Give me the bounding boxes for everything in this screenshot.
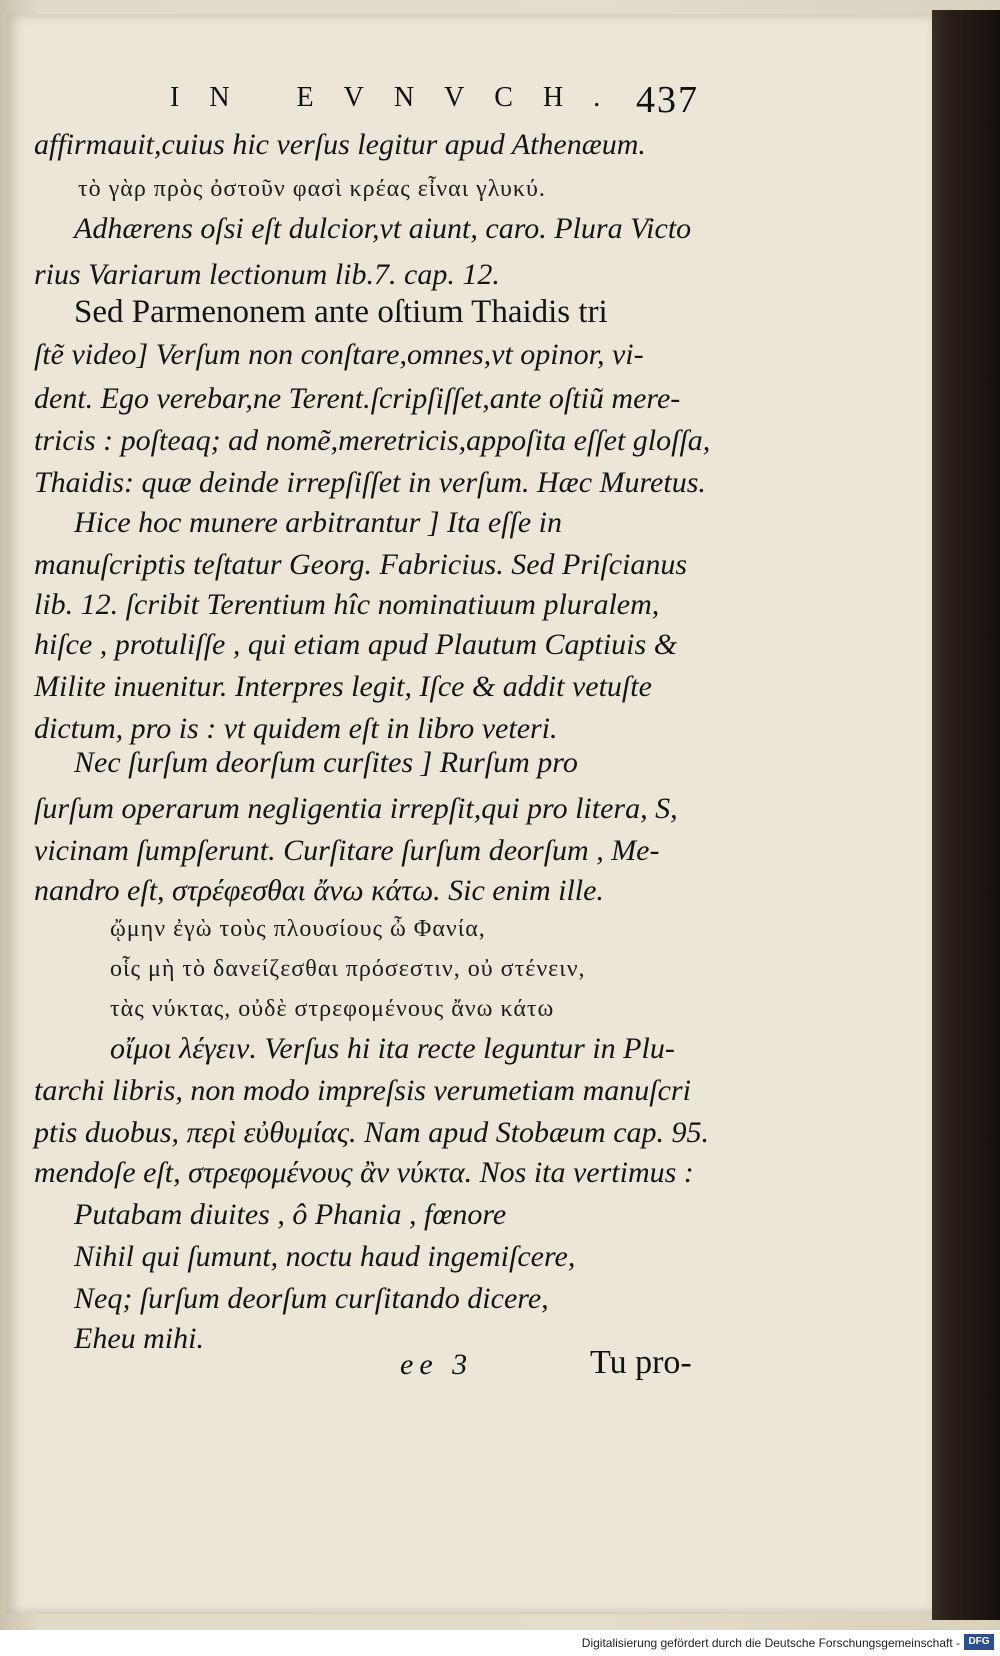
text-line: Adhærens oſsi eſt dulcior,vt aiunt, caro. Plura Victo <box>74 212 692 245</box>
running-head: IN EVNVCH. <box>170 82 631 113</box>
text-line: vicinam ſumpſerunt. Curſitare ſurſum deorſum , Me- <box>34 834 660 867</box>
page-edge-shadow <box>932 10 1000 1620</box>
translation-line: Putabam diuites , ô Phania , fœnore <box>74 1198 507 1231</box>
text-line: tricis : poſteaq; ad nomẽ,meretricis,appoſita eſſet gloſſa, <box>34 424 711 457</box>
text-line: rius Variarum lectionum lib.7. cap. 12. <box>34 258 500 291</box>
page-number: 437 <box>636 79 699 121</box>
text-line: ptis duobus, περὶ εὐθυμίας. Nam apud Stobæum cap. 95. <box>34 1116 710 1149</box>
catchword: Tu pro- <box>590 1344 692 1381</box>
text-line: ſtẽ video] Verſum non conſtare,omnes,vt opinor, vi- <box>34 338 644 371</box>
text-line: οἴμοι λέγειν. Verſus hi ita recte leguntur in Plu- <box>110 1032 675 1065</box>
text-line: affirmauit,cuius hic verſus legitur apud Athenæum. <box>34 128 646 161</box>
text-line: Thaidis: quæ deinde irrepſiſſet in verſum. Hæc Muretus. <box>34 466 706 499</box>
text-line: lib. 12. ſcribit Terentium hîc nominatiuum pluralem, <box>34 588 660 621</box>
text-line: mendoſe eſt, στρεφομένους ἂν νύκτα. Nos ita vertimus : <box>34 1156 694 1189</box>
lemma-line: Hice hoc munere arbitrantur ] Ita eſſe in <box>74 506 562 539</box>
digitization-credit-bar <box>0 1630 1000 1656</box>
translation-line: Neq; ſurſum deorſum curſitando dicere, <box>74 1282 549 1315</box>
signature-mark: ee 3 <box>400 1348 474 1381</box>
text-line: dent. Ego verebar,ne Terent.ſcripſiſſet,ante oſtiũ mere- <box>34 382 681 415</box>
text-line: nandro eſt, στρέφεσθαι ἄνω κάτω. Sic enim ille. <box>34 874 604 907</box>
lemma-line: Sed Parmenonem ante oſtium Thaidis tri <box>74 294 608 330</box>
text-line: hiſce , protuliſſe , qui etiam apud Plautum Captiuis & <box>34 628 678 661</box>
lemma-line: Nec ſurſum deorſum curſites ] Rurſum pro <box>74 746 578 779</box>
page-foot-marks <box>400 1344 692 1382</box>
greek-verse-line: τὰς νύκτας, οὐδὲ στρεφομένους ἄνω κάτω <box>110 996 555 1022</box>
dfg-logo: DFG <box>964 1634 994 1650</box>
text-line: dictum, pro is : vt quidem eſt in libro veteri. <box>34 712 558 745</box>
text-line: manuſcriptis teſtatur Georg. Fabricius. Sed Priſcianus <box>34 548 688 581</box>
credit-text: Digitalisierung gefördert durch die Deutsche Forschungsgemeinschaft - <box>581 1636 960 1650</box>
text-line: tarchi libris, non modo impreſsis verumetiam manuſcri <box>34 1074 691 1107</box>
text-line: Milite inuenitur. Interpres legit, Iſce & addit vetuſte <box>34 670 652 703</box>
text-line: ſurſum operarum negligentia irrepſit,qui pro litera, S, <box>34 792 678 825</box>
greek-verse-line: οἷς μὴ τὸ δανείζεσθαι πρόσεστιν, οὐ στένειν, <box>110 956 586 982</box>
greek-line: τὸ γὰρ πρὸς ὀστοῦν φασὶ κρέας εἶναι γλυκύ. <box>78 176 546 202</box>
translation-line: Nihil qui ſumunt, noctu haud ingemiſcere, <box>74 1240 576 1273</box>
translation-line: Eheu mihi. <box>74 1322 204 1355</box>
greek-verse-line: ᾤμην ἐγὼ τοὺς πλουσίους ὦ Φανία, <box>110 916 486 942</box>
